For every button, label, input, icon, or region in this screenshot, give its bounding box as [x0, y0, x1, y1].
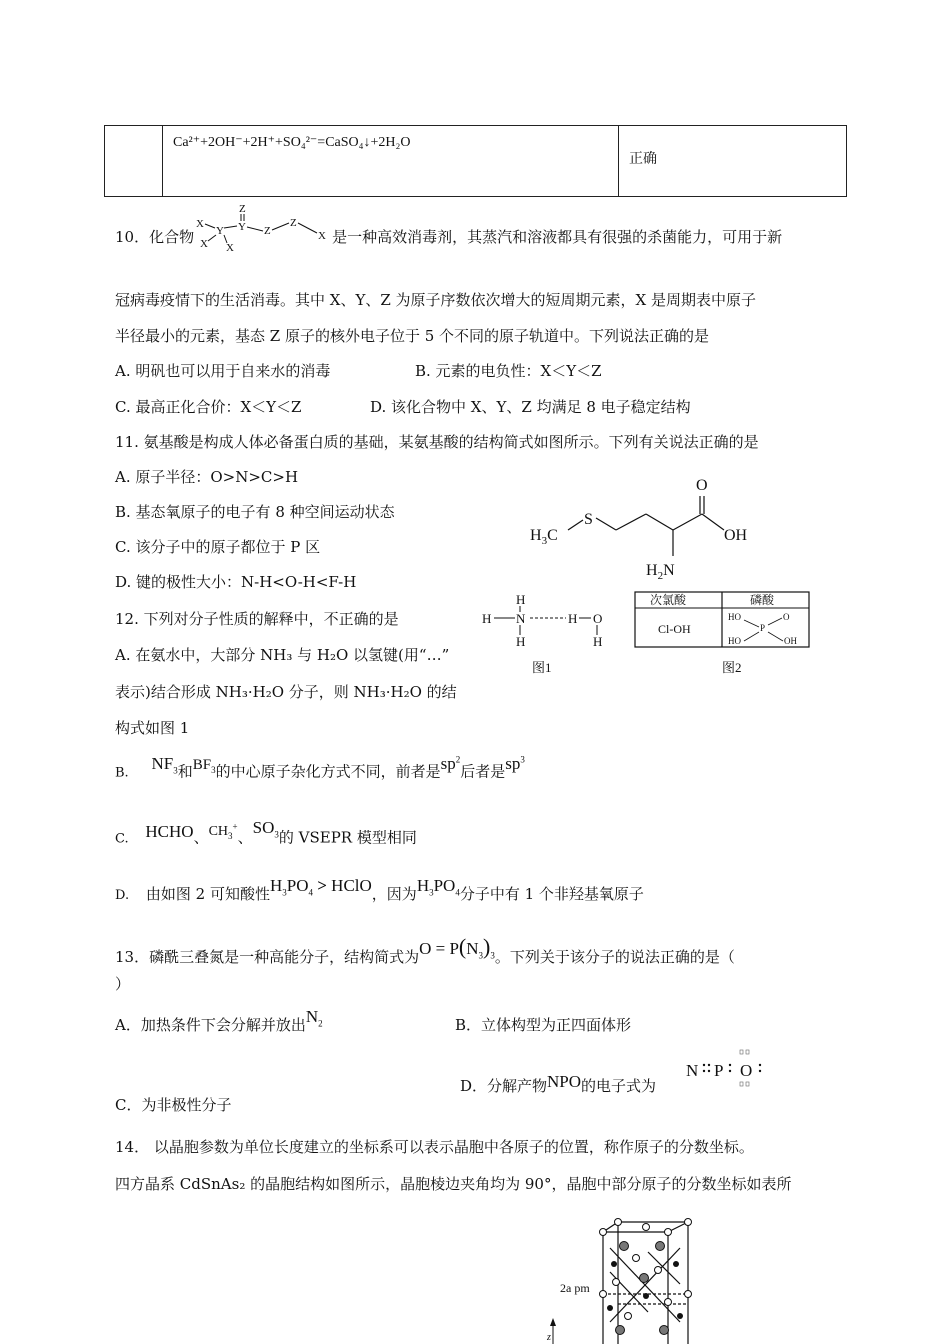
q12-option-a-line2: 表示)结合形成 NH₃·H₂O 分子，则 NH₃·H₂O 的结: [115, 683, 457, 701]
q12-option-d: [115, 876, 644, 910]
q12-option-d-text1: 由如图 2 可知酸性: [145, 885, 270, 903]
q13-option-b: B．立体构型为正四面体形: [455, 1016, 632, 1034]
svg-text:X: X: [226, 242, 235, 254]
q10-compound-structure: [194, 203, 332, 255]
q12-option-a-line3: 构式如图 1: [115, 719, 190, 737]
q13-stem-line1: [115, 934, 735, 973]
svg-text:X: X: [196, 218, 205, 230]
formula-h3po4: $H_3PO_4$: [416, 876, 460, 898]
q12-option-c-label: C.: [115, 831, 129, 847]
svg-text:H: H: [568, 611, 578, 626]
svg-text:O: O: [593, 611, 603, 626]
svg-text:H2N: $H_2N$: [646, 562, 675, 582]
formula-o-p-n3-3: $O = P(N_3)_3$: [419, 934, 495, 961]
formula-h3po4-gt-hclo: $H_3PO_4$ > HClO: [269, 876, 372, 898]
svg-text:OH: OH: [784, 636, 797, 646]
svg-text:O: O: [696, 477, 708, 494]
table-cell-verdict: [619, 126, 847, 197]
svg-text:HO: HO: [728, 612, 741, 622]
svg-text:OH: OH: [724, 527, 748, 544]
figure-2-acids: [632, 590, 812, 680]
q12-option-b-and: 和: [177, 762, 193, 781]
svg-text:X: X: [200, 238, 209, 250]
figure-2-phosphoric-structure: [728, 612, 797, 646]
q12-option-c-sep2: 、: [237, 828, 253, 847]
svg-text:Z: Z: [264, 225, 271, 237]
q13-stem-text2: 。下列关于该分子的说法正确的是（: [494, 948, 735, 966]
q10-stem-line3: 半径最小的元素，基态 Z 原子的核外电子位于 5 个不同的原子轨道中。下列说法正确的是: [115, 327, 710, 345]
q14-stem-line1: 14． 以晶胞参数为单位长度建立的坐标系可以表示晶胞中各原子的位置，称作原子的分数坐标。: [115, 1138, 754, 1156]
q13-option-d-text1: D．分解产物: [460, 1077, 548, 1095]
q13-stem-text1: 13．磷酰三叠氮是一种高能分子，结构简式为: [115, 948, 420, 966]
figure-2-formula-hclo: Cl-OH: [658, 622, 691, 636]
svg-text:S: S: [584, 511, 593, 528]
q10-stem-line1: [115, 203, 783, 254]
verdict-text: 正确: [629, 151, 657, 167]
svg-text:HO: HO: [728, 636, 741, 646]
svg-text:N: N: [516, 611, 526, 626]
q12-stem: 12. 下列对分子性质的解释中，不正确的是: [115, 610, 399, 628]
svg-text:H: H: [482, 611, 492, 626]
formula-sp2: $sp^2$: [440, 753, 461, 773]
q12-option-b-text: 的中心原子杂化方式不同，前者是: [215, 762, 441, 781]
formula-npo: NPO: [547, 1072, 582, 1091]
svg-text:Z: Z: [239, 203, 246, 215]
q14-stem-line2: 四方晶系 CdSnAs₂ 的晶胞结构如图所示，晶胞棱边夹角均为 90°，晶胞中部分原子的分数坐标如表所: [115, 1175, 792, 1193]
q12-option-c-text: 的 VSEPR 模型相同: [278, 828, 417, 847]
q12-option-d-text2: ，因为: [371, 885, 417, 903]
npo-electron-formula: [684, 1046, 768, 1092]
q12-option-c-sep1: 、: [193, 828, 209, 847]
figure-2-col2-label: 磷酸: [750, 593, 775, 607]
q13-option-d: [460, 1072, 657, 1096]
crystal-cell-figure: [548, 1212, 708, 1344]
formula-n2: $N_2$: [305, 1007, 323, 1029]
q10-option-d: D. 该化合物中 X、Y、Z 均满足 8 电子稳定结构: [370, 398, 691, 416]
q13-option-a-text: A．加热条件下会分解并放出: [115, 1016, 306, 1034]
amino-acid-structure: [528, 472, 768, 582]
table-cell-empty: [105, 126, 163, 197]
figure-1-caption: 图1: [532, 660, 552, 675]
svg-text:O: O: [783, 612, 790, 622]
q11-option-d: D. 键的极性大小：N-H<O-H<F-H: [115, 573, 357, 591]
q11-option-a: A. 原子半径：O>N>C>H: [115, 468, 299, 486]
svg-text:H3C: $H_3C$: [530, 527, 558, 547]
q10-number: 10．化合物: [115, 228, 195, 246]
q13-option-d-text2: 的电子式为: [581, 1077, 657, 1095]
svg-text:N: N: [686, 1061, 699, 1080]
q12-option-b-latter: 后者是: [460, 762, 506, 781]
q12-option-c: [115, 817, 417, 854]
q11-stem: 11. 氨基酸是构成人体必备蛋白质的基础，某氨基酸的结构简式如图所示。下列有关说法正确的是: [115, 433, 759, 451]
formula-sp3: $sp^3$: [505, 753, 525, 773]
q13-stem-line2: ）: [115, 975, 131, 993]
svg-text:Y: Y: [238, 221, 247, 233]
formula-so3: $SO_3$: [252, 817, 279, 840]
crystal-axis-label: 2a pm: [560, 1281, 590, 1295]
svg-text:O: O: [740, 1061, 753, 1080]
q10-stem-rest: 是一种高效消毒剂，其蒸汽和溶液都具有很强的杀菌能力，可用于新: [332, 228, 783, 246]
crystal-z-label: z: [547, 1332, 551, 1343]
figure-2-col1-label: 次氯酸: [650, 593, 687, 607]
q12-option-b-label: B.: [115, 765, 129, 781]
formula-hcho: HCHO: [145, 821, 194, 841]
q11-option-c: C. 该分子中的原子都位于 P 区: [115, 538, 321, 556]
q12-option-b: [115, 753, 525, 788]
svg-text:Z: Z: [290, 217, 297, 229]
q12-option-a-line1: A. 在氨水中，大部分 NH₃ 与 H₂O 以氢键(用“…”: [115, 646, 450, 664]
q12-option-d-text3: 分子中有 1 个非羟基氧原子: [459, 885, 644, 903]
equation-text: Ca²⁺+2OH⁻+2H⁺+SO₄²⁻=CaSO₄↓+2H₂O: [173, 135, 411, 150]
svg-text:P: P: [714, 1061, 724, 1080]
svg-text:Y: Y: [216, 225, 225, 237]
q11-option-b: B. 基态氧原子的电子有 8 种空间运动状态: [115, 503, 395, 521]
svg-text:H: H: [516, 592, 526, 607]
formula-nf3: $NF_3$: [151, 753, 178, 776]
figure-1-hydrogen-bond: [478, 590, 618, 680]
q10-option-b: B. 元素的电负性：X＜Y＜Z: [415, 362, 602, 380]
svg-text:H: H: [516, 634, 526, 649]
table-cell-equation: [163, 126, 619, 197]
q12-option-d-label: D.: [115, 888, 130, 903]
answer-table: [104, 125, 847, 197]
svg-text:H: H: [593, 634, 603, 649]
svg-text:X: X: [318, 230, 327, 242]
formula-bf3: $BF_3$: [192, 756, 216, 775]
svg-text:P: P: [760, 623, 766, 633]
q13-option-a: [115, 1007, 323, 1041]
figure-2-caption: 图2: [722, 660, 742, 675]
q10-stem-line2: 冠病毒疫情下的生活消毒。其中 X、Y、Z 为原子序数依次增大的短周期元素，X 是周期表中原子: [115, 291, 756, 309]
q10-option-c: C. 最高正化合价：X＜Y＜Z: [115, 398, 302, 416]
q10-option-a: A. 明矾也可以用于自来水的消毒: [115, 362, 331, 380]
formula-ch3-plus: $CH_3^+$: [208, 821, 238, 841]
q13-option-c: C．为非极性分子: [115, 1096, 232, 1114]
